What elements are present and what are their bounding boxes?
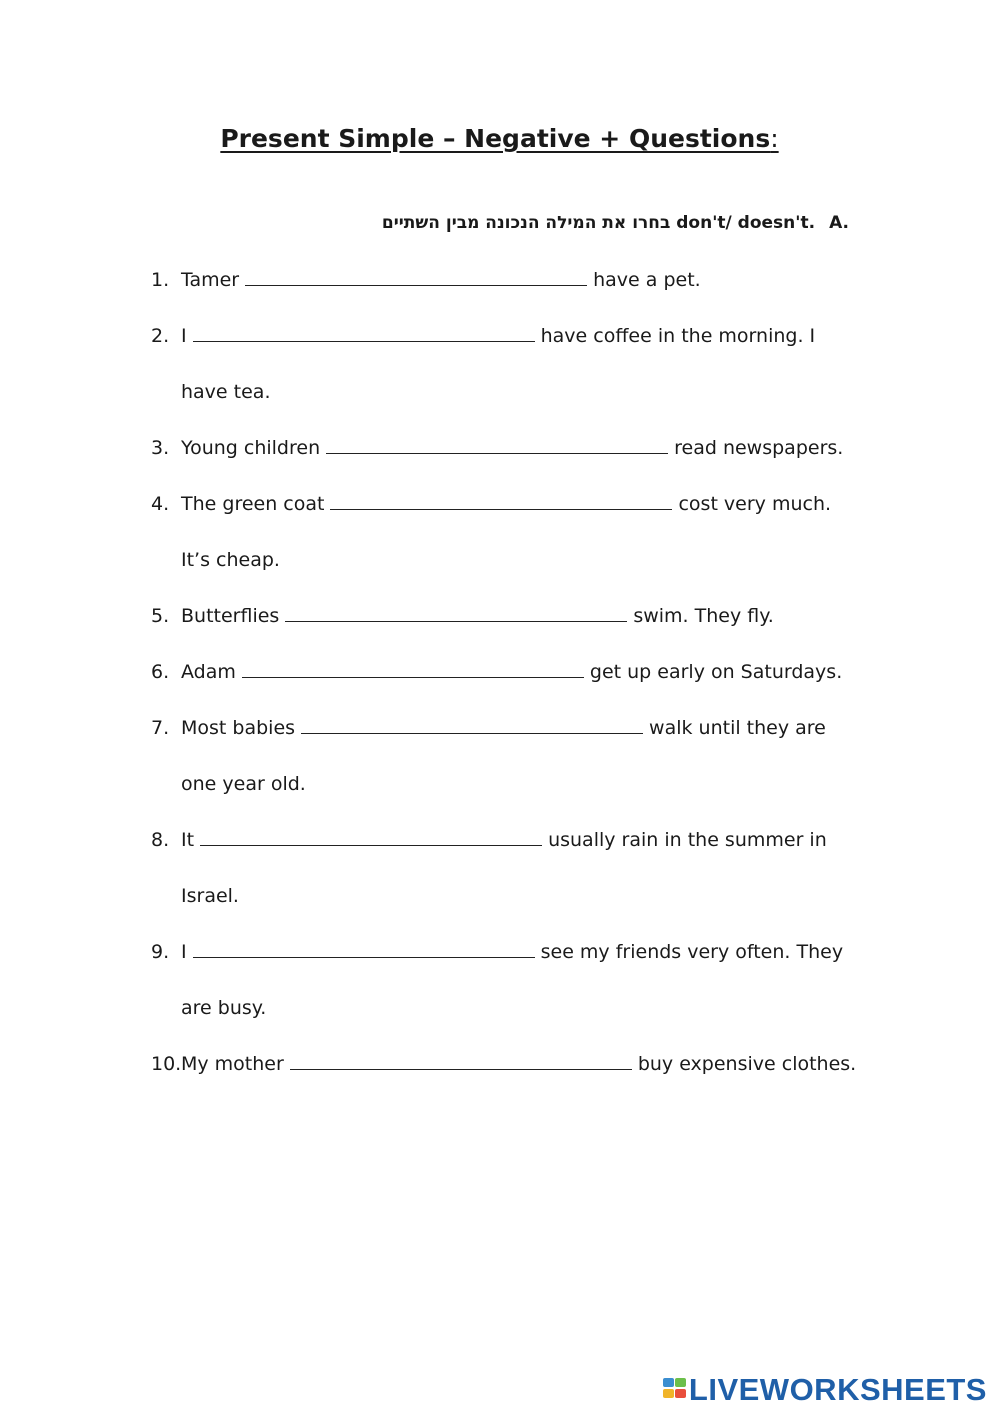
sentence-continuation: are busy. xyxy=(181,997,267,1019)
page-title-colon: : xyxy=(770,124,779,153)
answer-blank[interactable] xyxy=(330,492,672,510)
exercise-number: 8. xyxy=(151,829,170,851)
sentence-end: buy expensive clothes. xyxy=(637,1053,857,1075)
sentence-start: Young children xyxy=(181,437,321,459)
sentence-start: Most babies xyxy=(181,717,296,739)
exercise-sentence xyxy=(181,828,827,852)
exercise-number: 9. xyxy=(151,941,170,963)
exercise-sentence xyxy=(181,1052,856,1076)
sentence-end: get up early on Saturdays. xyxy=(589,661,843,683)
logo-square-red xyxy=(675,1389,686,1398)
exercise-sentence xyxy=(181,716,826,740)
sentence-start: I xyxy=(181,941,187,963)
exercise-number: 5. xyxy=(151,605,170,627)
answer-blank[interactable] xyxy=(285,604,627,622)
exercise-number: 4. xyxy=(151,493,170,515)
exercise-number: 3. xyxy=(151,437,170,459)
exercise-number: 2. xyxy=(151,325,170,347)
answer-blank[interactable] xyxy=(326,436,668,454)
sentence-end: swim. They fly. xyxy=(633,605,774,627)
answer-blank[interactable] xyxy=(193,940,535,958)
page-title xyxy=(0,124,999,153)
answer-blank[interactable] xyxy=(301,716,643,734)
exercise-sentence xyxy=(181,436,843,460)
exercise-sentence xyxy=(181,268,701,292)
exercise-sentence xyxy=(181,660,842,684)
sentence-start: Tamer xyxy=(181,269,240,291)
sentence-end: have coffee in the morning. I xyxy=(540,325,816,347)
sentence-end: read newspapers. xyxy=(674,437,844,459)
sentence-continuation: one year old. xyxy=(181,773,306,795)
sentence-continuation: Israel. xyxy=(181,885,239,907)
exercise-number: 6. xyxy=(151,661,170,683)
liveworksheets-logo xyxy=(663,1372,987,1408)
sentence-start: Butterflies xyxy=(181,605,280,627)
sentence-start: My mother xyxy=(181,1053,284,1075)
sentence-start: It xyxy=(181,829,195,851)
instruction-a xyxy=(382,213,849,233)
instruction-text: .don't/ doesn't בחרו את המילה הנכונה מבין השתיים xyxy=(381,213,816,233)
exercise-number: 1. xyxy=(151,269,170,291)
sentence-end: have a pet. xyxy=(593,269,701,291)
logo-text: LIVEWORKSHEETS xyxy=(688,1372,987,1407)
logo-square-green xyxy=(675,1378,686,1387)
answer-blank[interactable] xyxy=(193,324,535,342)
sentence-end: usually rain in the summer in xyxy=(548,829,827,851)
sentence-end: see my friends very often. They xyxy=(540,941,844,963)
sentence-start: I xyxy=(181,325,187,347)
instruction-letter: A. xyxy=(829,213,849,233)
exercise-sentence xyxy=(181,324,815,348)
answer-blank[interactable] xyxy=(245,268,587,286)
sentence-continuation: It’s cheap. xyxy=(181,549,280,571)
answer-blank[interactable] xyxy=(290,1052,632,1070)
sentence-end: cost very much. xyxy=(678,493,832,515)
answer-blank[interactable] xyxy=(242,660,584,678)
exercise-number: 10. xyxy=(151,1053,182,1075)
sentence-end: walk until they are xyxy=(649,717,826,739)
sentence-continuation: have tea. xyxy=(181,381,271,403)
sentence-start: Adam xyxy=(181,661,236,683)
exercise-sentence xyxy=(181,940,843,964)
liveworksheets-logo-icon xyxy=(663,1375,687,1405)
logo-square-blue xyxy=(663,1378,674,1387)
sentence-start: The green coat xyxy=(181,493,325,515)
exercise-sentence xyxy=(181,492,831,516)
page-title-text: Present Simple – Negative + Questions xyxy=(220,124,771,153)
exercise-number: 7. xyxy=(151,717,170,739)
answer-blank[interactable] xyxy=(200,828,542,846)
exercise-sentence xyxy=(181,604,774,628)
logo-square-yellow xyxy=(663,1389,674,1398)
